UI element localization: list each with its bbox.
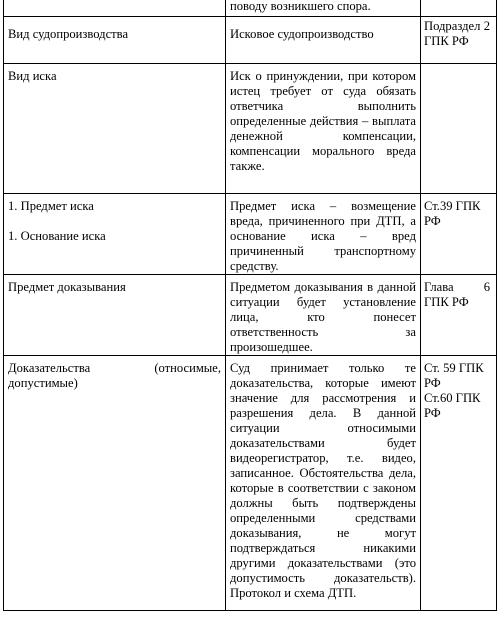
cell-fragment [226,0,421,17]
row-label: 1. Предмет иска 1. Основание иска [4,194,226,275]
cell-empty [4,0,226,17]
row-label: Предмет доказывания [4,275,226,356]
top-fragment-text: поводу возникшего спора. [230,0,371,13]
row-label: Вид иска [4,64,226,194]
row-label: Вид судопроизводства [4,17,226,64]
table-row [4,64,497,194]
row-reference: Ст.39 ГПК РФ [421,194,497,275]
row-reference: Ст. 59 ГПК РФ Ст.60 ГПК РФ [421,356,497,611]
document-table [3,0,497,611]
row-content: Предмет иска – возмещение вреда, причиненного при ДТП, а основание иска – вред причиненный транспортному средству. [226,194,421,275]
row-content: Исковое судопроизводство [226,17,421,64]
row-content: Предметом доказывания в данной ситуации будет установление лица, кто понесет ответственность за произошедшее. [226,275,421,356]
table-row [4,194,497,275]
row-reference [421,64,497,194]
table-row [4,17,497,64]
cell-empty [421,0,497,17]
table-row [4,275,497,356]
row-reference: Глава 6 ГПК РФ [421,275,497,356]
table-row [4,0,497,17]
table-row [4,356,497,611]
row-content: Суд принимает только те доказательства, которые имеют значение для рассмотрения и разрешения дела. В данной ситуации относимыми доказательствами будет видеорегистратор, т.е. видео, записанное. Обстоятельства дела, которые в соответствии с законом должны быть подтверждены определенными средствами доказывания, не могут подтверждаться никакими другими доказательствами (это допустимость доказательств). Протокол и схема ДТП. [226,356,421,611]
row-content: Иск о принуждении, при котором истец требует от суда обязать ответчика выполнить определенные действия – выплата денежной компенсации, компенсации морального вреда также. [226,64,421,194]
row-reference: Подраздел 2 ГПК РФ [421,17,497,64]
row-label: Доказательства (относимые, допустимые) [4,356,226,611]
